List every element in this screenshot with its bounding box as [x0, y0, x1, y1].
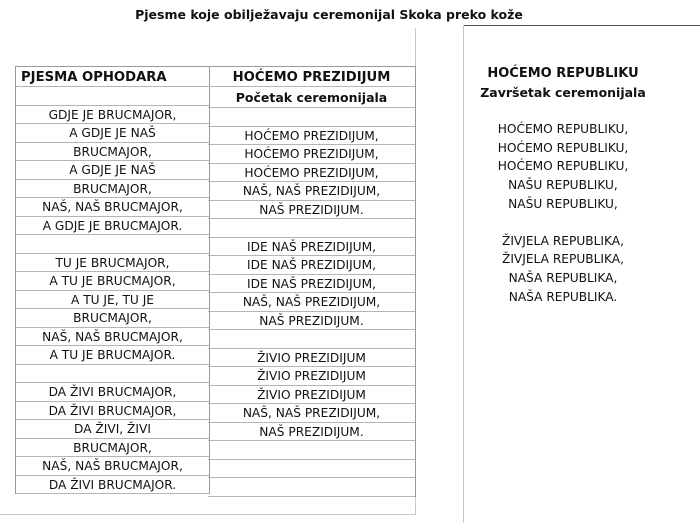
table-cell: IDE NAŠ PREZIDIJUM, [208, 238, 415, 257]
table-cell: DA ŽIVI BRUCMAJOR, [16, 383, 209, 402]
table-cell [16, 365, 209, 384]
table-cell: HOĆEMO PREZIDIJUM, [208, 127, 415, 146]
table-cell: ŽIVIO PREZIDIJUM [208, 386, 415, 405]
table-cell: A GDJE JE NAŠ [16, 124, 209, 143]
lyric-line: HOĆEMO REPUBLIKU, [497, 159, 629, 174]
lyric-line: ŽIVJELA REPUBLIKA, [501, 233, 625, 248]
table-cell: A GDJE JE BRUCMAJOR. [16, 217, 209, 236]
lyric-line: NAŠA REPUBLIKA. [508, 289, 618, 304]
lyric-line: NAŠU REPUBLIKU, [508, 178, 618, 193]
table-cell: A TU JE BRUCMAJOR. [16, 346, 209, 365]
table-cell: NAŠ PREZIDIJUM. [208, 312, 415, 331]
top-right-rule [463, 25, 700, 26]
page-title: Pjesme koje obilježavaju ceremonijal Skoka preko kože [135, 7, 523, 22]
table-cell [16, 87, 209, 106]
table-cell [208, 478, 415, 497]
column-pjesma-ophodara [15, 66, 210, 494]
table-cell: IDE NAŠ PREZIDIJUM, [208, 275, 415, 294]
table-cell [208, 219, 415, 238]
table-cell [208, 330, 415, 349]
col1-header: PJESMA OPHODARA [16, 66, 209, 87]
col2-subheader: Početak ceremonijala [208, 87, 415, 108]
table-cell: HOĆEMO PREZIDIJUM, [208, 145, 415, 164]
table-cell: DA ŽIVI BRUCMAJOR. [16, 476, 209, 495]
table-cell: BRUCMAJOR, [16, 180, 209, 199]
table-cell [208, 441, 415, 460]
table-cell: BRUCMAJOR, [16, 143, 209, 162]
table-cell: A TU JE, TU JE [16, 291, 209, 310]
table-cell: NAŠ, NAŠ PREZIDIJUM, [208, 293, 415, 312]
table-cell: BRUCMAJOR, [16, 439, 209, 458]
table-cell: A GDJE JE NAŠ [16, 161, 209, 180]
lyric-line: HOĆEMO REPUBLIKU, [497, 140, 629, 155]
table-cell: NAŠ, NAŠ PREZIDIJUM, [208, 404, 415, 423]
lyric-line: HOĆEMO REPUBLIKU, [497, 122, 629, 136]
table-cell [208, 460, 415, 479]
lyric-line: NAŠA REPUBLIKA, [508, 270, 618, 285]
table-cell: NAŠ, NAŠ BRUCMAJOR, [16, 328, 209, 347]
table-cell: IDE NAŠ PREZIDIJUM, [208, 256, 415, 275]
lyric-line: NAŠU REPUBLIKU, [508, 196, 618, 211]
table-cell: NAŠ, NAŠ BRUCMAJOR, [16, 198, 209, 217]
table-cell: A TU JE BRUCMAJOR, [16, 272, 209, 291]
table-cell: BRUCMAJOR, [16, 309, 209, 328]
song-table [15, 66, 415, 506]
table-cell [208, 108, 415, 127]
table-cell: HOĆEMO PREZIDIJUM, [208, 164, 415, 183]
table-cell [16, 235, 209, 254]
right-subheader: Završetak ceremonijala [480, 85, 646, 100]
table-cell: TU JE BRUCMAJOR, [16, 254, 209, 273]
column-hocemo-prezidijum [208, 66, 416, 497]
col2-header: HOĆEMO PREZIDIJUM [208, 66, 415, 87]
table-cell: NAŠ, NAŠ PREZIDIJUM, [208, 182, 415, 201]
table-cell: NAŠ PREZIDIJUM. [208, 201, 415, 220]
lyric-line: ŽIVJELA REPUBLIKA, [501, 252, 625, 267]
right-header: HOĆEMO REPUBLIKU [487, 66, 639, 81]
table-cell: DA ŽIVI, ŽIVI [16, 420, 209, 439]
table-cell: GDJE JE BRUCMAJOR, [16, 106, 209, 125]
table-cell: NAŠ, NAŠ BRUCMAJOR, [16, 457, 209, 476]
table-cell: DA ŽIVI BRUCMAJOR, [16, 402, 209, 421]
republic-song [463, 64, 663, 306]
table-cell: NAŠ PREZIDIJUM. [208, 423, 415, 442]
table-cell: ŽIVIO PREZIDIJUM [208, 349, 415, 368]
table-cell: ŽIVIO PREZIDIJUM [208, 367, 415, 386]
